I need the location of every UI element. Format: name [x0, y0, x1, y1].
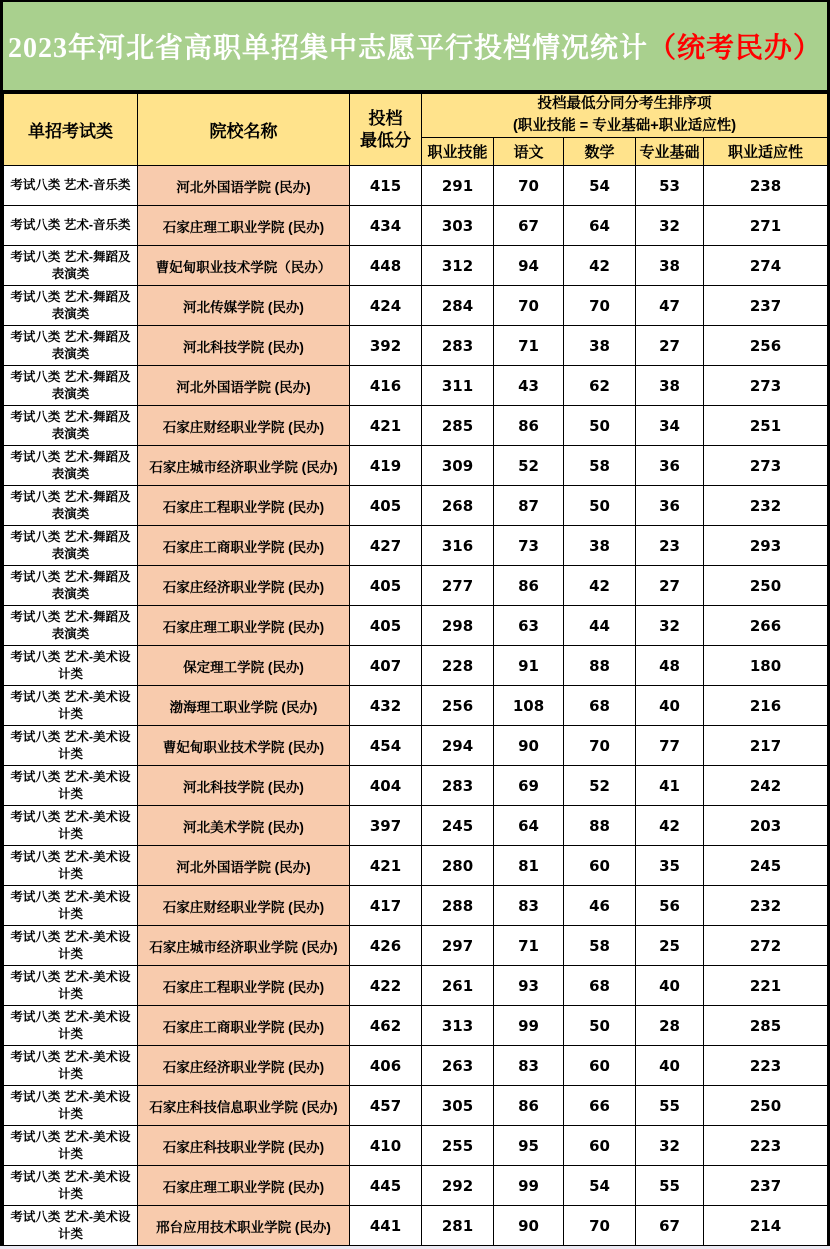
professional-basis-score-cell: 77 [636, 726, 704, 766]
math-score-cell: 60 [564, 846, 636, 886]
professional-basis-score-cell: 55 [636, 1166, 704, 1206]
professional-basis-score-cell: 40 [636, 686, 704, 726]
exam-category-cell: 考试八类 艺术-美术设计类 [4, 966, 138, 1006]
table-row [4, 926, 828, 966]
table-row [4, 806, 828, 846]
math-score-cell: 88 [564, 646, 636, 686]
col-header-min-score [350, 94, 422, 166]
college-name-cell: 石家庄理工职业学院 (民办) [138, 606, 350, 646]
chinese-score-cell: 94 [494, 246, 564, 286]
college-name-cell: 曹妃甸职业技术学院（民办） [138, 246, 350, 286]
min-score-cell: 454 [350, 726, 422, 766]
table-row [4, 646, 828, 686]
vocational-aptitude-score-cell: 245 [704, 846, 828, 886]
professional-basis-score-cell: 40 [636, 1046, 704, 1086]
college-name-cell: 河北外国语学院 (民办) [138, 166, 350, 206]
chinese-score-cell: 91 [494, 646, 564, 686]
table-row [4, 406, 828, 446]
vocational-skill-score-cell: 255 [422, 1126, 494, 1166]
chinese-score-cell: 108 [494, 686, 564, 726]
chinese-score-cell: 64 [494, 806, 564, 846]
vocational-aptitude-score-cell: 250 [704, 1086, 828, 1126]
math-score-cell: 50 [564, 486, 636, 526]
college-name-cell: 河北美术学院 (民办) [138, 806, 350, 846]
exam-category-cell: 考试八类 艺术-美术设计类 [4, 886, 138, 926]
exam-category-cell: 考试八类 艺术-美术设计类 [4, 1006, 138, 1046]
professional-basis-score-cell: 38 [636, 246, 704, 286]
table-row [4, 686, 828, 726]
table-row [4, 606, 828, 646]
min-score-cell: 419 [350, 446, 422, 486]
table-row [4, 486, 828, 526]
table-row [4, 726, 828, 766]
college-name-cell: 河北科技学院 (民办) [138, 766, 350, 806]
vocational-aptitude-score-cell: 238 [704, 166, 828, 206]
college-name-cell: 石家庄工程职业学院 (民办) [138, 486, 350, 526]
college-name-cell: 石家庄经济职业学院 (民办) [138, 1046, 350, 1086]
math-score-cell: 88 [564, 806, 636, 846]
math-score-cell: 50 [564, 1006, 636, 1046]
tiebreak-group-line1: 投档最低分同分考生排序项 [537, 96, 712, 113]
vocational-aptitude-score-cell: 273 [704, 366, 828, 406]
college-name-cell: 石家庄城市经济职业学院 (民办) [138, 446, 350, 486]
vocational-aptitude-score-cell: 216 [704, 686, 828, 726]
college-name-cell: 河北外国语学院 (民办) [138, 366, 350, 406]
col-header-min-score-line1: 投档 [368, 109, 403, 129]
exam-category-cell: 考试八类 艺术-舞蹈及表演类 [4, 286, 138, 326]
vocational-skill-score-cell: 297 [422, 926, 494, 966]
chinese-score-cell: 93 [494, 966, 564, 1006]
col-header-math: 数学 [564, 138, 636, 166]
min-score-cell: 407 [350, 646, 422, 686]
vocational-skill-score-cell: 283 [422, 326, 494, 366]
vocational-skill-score-cell: 281 [422, 1206, 494, 1246]
exam-category-cell: 考试八类 艺术-美术设计类 [4, 1126, 138, 1166]
header-row-main [4, 94, 828, 138]
min-score-cell: 457 [350, 1086, 422, 1126]
college-name-cell: 保定理工学院 (民办) [138, 646, 350, 686]
vocational-skill-score-cell: 285 [422, 406, 494, 446]
tiebreak-group-line2: (职业技能 = 专业基础+职业适应性) [512, 117, 737, 134]
math-score-cell: 70 [564, 286, 636, 326]
table-row [4, 1086, 828, 1126]
vocational-aptitude-score-cell: 273 [704, 446, 828, 486]
min-score-cell: 405 [350, 486, 422, 526]
table-header [4, 94, 828, 166]
chinese-score-cell: 73 [494, 526, 564, 566]
college-name-cell: 石家庄经济职业学院 (民办) [138, 566, 350, 606]
chinese-score-cell: 52 [494, 446, 564, 486]
vocational-aptitude-score-cell: 237 [704, 286, 828, 326]
min-score-cell: 426 [350, 926, 422, 966]
col-header-professional-basis: 专业基础 [636, 138, 704, 166]
min-score-cell: 397 [350, 806, 422, 846]
math-score-cell: 70 [564, 726, 636, 766]
exam-category-cell: 考试八类 艺术-美术设计类 [4, 646, 138, 686]
vocational-aptitude-score-cell: 256 [704, 326, 828, 366]
math-score-cell: 54 [564, 1166, 636, 1206]
vocational-skill-score-cell: 277 [422, 566, 494, 606]
math-score-cell: 60 [564, 1126, 636, 1166]
college-name-cell: 河北传媒学院 (民办) [138, 286, 350, 326]
table-row [4, 326, 828, 366]
math-score-cell: 58 [564, 926, 636, 966]
min-score-cell: 405 [350, 566, 422, 606]
exam-category-cell: 考试八类 艺术-音乐类 [4, 166, 138, 206]
col-header-tiebreak-group [422, 94, 828, 138]
vocational-aptitude-score-cell: 251 [704, 406, 828, 446]
vocational-skill-score-cell: 311 [422, 366, 494, 406]
page-title [8, 26, 822, 66]
vocational-skill-score-cell: 283 [422, 766, 494, 806]
vocational-skill-score-cell: 268 [422, 486, 494, 526]
vocational-skill-score-cell: 228 [422, 646, 494, 686]
college-name-cell: 渤海理工职业学院 (民办) [138, 686, 350, 726]
table-row [4, 206, 828, 246]
exam-category-cell: 考试八类 艺术-美术设计类 [4, 766, 138, 806]
vocational-aptitude-score-cell: 237 [704, 1166, 828, 1206]
exam-category-cell: 考试八类 艺术-舞蹈及表演类 [4, 366, 138, 406]
exam-category-cell: 考试八类 艺术-音乐类 [4, 206, 138, 246]
math-score-cell: 68 [564, 686, 636, 726]
math-score-cell: 62 [564, 366, 636, 406]
table-row [4, 446, 828, 486]
vocational-aptitude-score-cell: 232 [704, 486, 828, 526]
vocational-aptitude-score-cell: 271 [704, 206, 828, 246]
math-score-cell: 44 [564, 606, 636, 646]
vocational-skill-score-cell: 316 [422, 526, 494, 566]
math-score-cell: 38 [564, 326, 636, 366]
min-score-cell: 422 [350, 966, 422, 1006]
professional-basis-score-cell: 32 [636, 206, 704, 246]
exam-category-cell: 考试八类 艺术-美术设计类 [4, 1206, 138, 1246]
professional-basis-score-cell: 32 [636, 1126, 704, 1166]
vocational-skill-score-cell: 245 [422, 806, 494, 846]
professional-basis-score-cell: 28 [636, 1006, 704, 1046]
vocational-aptitude-score-cell: 232 [704, 886, 828, 926]
table-row [4, 1166, 828, 1206]
min-score-cell: 421 [350, 406, 422, 446]
professional-basis-score-cell: 27 [636, 326, 704, 366]
title-banner [3, 0, 827, 93]
college-name-cell: 石家庄科技职业学院 (民办) [138, 1126, 350, 1166]
min-score-cell: 417 [350, 886, 422, 926]
vocational-aptitude-score-cell: 250 [704, 566, 828, 606]
title-highlight-text: （统考民办） [648, 33, 823, 64]
math-score-cell: 38 [564, 526, 636, 566]
vocational-aptitude-score-cell: 274 [704, 246, 828, 286]
vocational-skill-score-cell: 305 [422, 1086, 494, 1126]
exam-category-cell: 考试八类 艺术-美术设计类 [4, 686, 138, 726]
admission-stats-table [3, 93, 828, 1246]
exam-category-cell: 考试八类 艺术-舞蹈及表演类 [4, 446, 138, 486]
chinese-score-cell: 90 [494, 1206, 564, 1246]
chinese-score-cell: 69 [494, 766, 564, 806]
professional-basis-score-cell: 53 [636, 166, 704, 206]
college-name-cell: 石家庄工程职业学院 (民办) [138, 966, 350, 1006]
min-score-cell: 410 [350, 1126, 422, 1166]
min-score-cell: 441 [350, 1206, 422, 1246]
professional-basis-score-cell: 55 [636, 1086, 704, 1126]
title-main-text: 2023年河北省高职单招集中志愿平行投档情况统计 [7, 33, 648, 64]
chinese-score-cell: 70 [494, 286, 564, 326]
exam-category-cell: 考试八类 艺术-舞蹈及表演类 [4, 406, 138, 446]
college-name-cell: 石家庄科技信息职业学院 (民办) [138, 1086, 350, 1126]
min-score-cell: 424 [350, 286, 422, 326]
exam-category-cell: 考试八类 艺术-美术设计类 [4, 846, 138, 886]
vocational-skill-score-cell: 312 [422, 246, 494, 286]
vocational-skill-score-cell: 309 [422, 446, 494, 486]
professional-basis-score-cell: 32 [636, 606, 704, 646]
college-name-cell: 石家庄工商职业学院 (民办) [138, 1006, 350, 1046]
exam-category-cell: 考试八类 艺术-美术设计类 [4, 926, 138, 966]
exam-category-cell: 考试八类 艺术-舞蹈及表演类 [4, 486, 138, 526]
professional-basis-score-cell: 36 [636, 486, 704, 526]
exam-category-cell: 考试八类 艺术-舞蹈及表演类 [4, 606, 138, 646]
vocational-skill-score-cell: 288 [422, 886, 494, 926]
vocational-skill-score-cell: 261 [422, 966, 494, 1006]
vocational-aptitude-score-cell: 214 [704, 1206, 828, 1246]
exam-category-cell: 考试八类 艺术-舞蹈及表演类 [4, 246, 138, 286]
college-name-cell: 邢台应用技术职业学院 (民办) [138, 1206, 350, 1246]
table-row [4, 246, 828, 286]
table-row [4, 526, 828, 566]
table-row [4, 766, 828, 806]
vocational-aptitude-score-cell: 242 [704, 766, 828, 806]
min-score-cell: 405 [350, 606, 422, 646]
exam-category-cell: 考试八类 艺术-美术设计类 [4, 1046, 138, 1086]
college-name-cell: 石家庄城市经济职业学院 (民办) [138, 926, 350, 966]
col-header-vocational-aptitude: 职业适应性 [704, 138, 828, 166]
vocational-aptitude-score-cell: 285 [704, 1006, 828, 1046]
professional-basis-score-cell: 27 [636, 566, 704, 606]
math-score-cell: 50 [564, 406, 636, 446]
professional-basis-score-cell: 38 [636, 366, 704, 406]
table-row [4, 566, 828, 606]
table-row [4, 886, 828, 926]
professional-basis-score-cell: 42 [636, 806, 704, 846]
professional-basis-score-cell: 41 [636, 766, 704, 806]
math-score-cell: 46 [564, 886, 636, 926]
professional-basis-score-cell: 35 [636, 846, 704, 886]
min-score-cell: 404 [350, 766, 422, 806]
table-row [4, 966, 828, 1006]
exam-category-cell: 考试八类 艺术-舞蹈及表演类 [4, 326, 138, 366]
vocational-skill-score-cell: 263 [422, 1046, 494, 1086]
chinese-score-cell: 83 [494, 886, 564, 926]
professional-basis-score-cell: 23 [636, 526, 704, 566]
vocational-skill-score-cell: 291 [422, 166, 494, 206]
min-score-cell: 434 [350, 206, 422, 246]
exam-category-cell: 考试八类 艺术-美术设计类 [4, 726, 138, 766]
college-name-cell: 石家庄理工职业学院 (民办) [138, 1166, 350, 1206]
min-score-cell: 406 [350, 1046, 422, 1086]
vocational-aptitude-score-cell: 266 [704, 606, 828, 646]
professional-basis-score-cell: 36 [636, 446, 704, 486]
vocational-skill-score-cell: 280 [422, 846, 494, 886]
table-row [4, 166, 828, 206]
table-row [4, 366, 828, 406]
vocational-skill-score-cell: 292 [422, 1166, 494, 1206]
min-score-cell: 392 [350, 326, 422, 366]
exam-category-cell: 考试八类 艺术-美术设计类 [4, 1086, 138, 1126]
chinese-score-cell: 71 [494, 926, 564, 966]
chinese-score-cell: 86 [494, 566, 564, 606]
college-name-cell: 河北科技学院 (民办) [138, 326, 350, 366]
vocational-skill-score-cell: 303 [422, 206, 494, 246]
vocational-skill-score-cell: 284 [422, 286, 494, 326]
math-score-cell: 68 [564, 966, 636, 1006]
min-score-cell: 415 [350, 166, 422, 206]
professional-basis-score-cell: 67 [636, 1206, 704, 1246]
vocational-skill-score-cell: 256 [422, 686, 494, 726]
chinese-score-cell: 71 [494, 326, 564, 366]
chinese-score-cell: 83 [494, 1046, 564, 1086]
table-row [4, 1006, 828, 1046]
col-header-chinese: 语文 [494, 138, 564, 166]
chinese-score-cell: 70 [494, 166, 564, 206]
vocational-aptitude-score-cell: 180 [704, 646, 828, 686]
col-header-vocational-skill: 职业技能 [422, 138, 494, 166]
math-score-cell: 60 [564, 1046, 636, 1086]
table-row [4, 846, 828, 886]
min-score-cell: 416 [350, 366, 422, 406]
min-score-cell: 448 [350, 246, 422, 286]
vocational-aptitude-score-cell: 223 [704, 1046, 828, 1086]
professional-basis-score-cell: 25 [636, 926, 704, 966]
exam-category-cell: 考试八类 艺术-美术设计类 [4, 1166, 138, 1206]
table-row [4, 1206, 828, 1246]
chinese-score-cell: 99 [494, 1006, 564, 1046]
professional-basis-score-cell: 34 [636, 406, 704, 446]
min-score-cell: 432 [350, 686, 422, 726]
chinese-score-cell: 43 [494, 366, 564, 406]
chinese-score-cell: 67 [494, 206, 564, 246]
vocational-aptitude-score-cell: 217 [704, 726, 828, 766]
table-row [4, 286, 828, 326]
chinese-score-cell: 63 [494, 606, 564, 646]
college-name-cell: 石家庄财经职业学院 (民办) [138, 886, 350, 926]
vocational-aptitude-score-cell: 203 [704, 806, 828, 846]
college-name-cell: 石家庄理工职业学院 (民办) [138, 206, 350, 246]
table-body [4, 166, 828, 1246]
chinese-score-cell: 86 [494, 406, 564, 446]
table-row [4, 1046, 828, 1086]
vocational-skill-score-cell: 313 [422, 1006, 494, 1046]
exam-category-cell: 考试八类 艺术-美术设计类 [4, 806, 138, 846]
min-score-cell: 445 [350, 1166, 422, 1206]
chinese-score-cell: 86 [494, 1086, 564, 1126]
chinese-score-cell: 87 [494, 486, 564, 526]
col-header-min-score-line2: 最低分 [360, 130, 411, 150]
chinese-score-cell: 90 [494, 726, 564, 766]
exam-category-cell: 考试八类 艺术-舞蹈及表演类 [4, 526, 138, 566]
college-name-cell: 石家庄财经职业学院 (民办) [138, 406, 350, 446]
min-score-cell: 462 [350, 1006, 422, 1046]
math-score-cell: 42 [564, 566, 636, 606]
chinese-score-cell: 81 [494, 846, 564, 886]
math-score-cell: 66 [564, 1086, 636, 1126]
math-score-cell: 54 [564, 166, 636, 206]
professional-basis-score-cell: 56 [636, 886, 704, 926]
col-header-exam-category: 单招考试类 [4, 94, 138, 166]
college-name-cell: 河北外国语学院 (民办) [138, 846, 350, 886]
min-score-cell: 421 [350, 846, 422, 886]
vocational-skill-score-cell: 298 [422, 606, 494, 646]
exam-category-cell: 考试八类 艺术-舞蹈及表演类 [4, 566, 138, 606]
chinese-score-cell: 99 [494, 1166, 564, 1206]
math-score-cell: 42 [564, 246, 636, 286]
professional-basis-score-cell: 48 [636, 646, 704, 686]
college-name-cell: 曹妃甸职业技术学院 (民办) [138, 726, 350, 766]
col-header-college-name: 院校名称 [138, 94, 350, 166]
math-score-cell: 70 [564, 1206, 636, 1246]
math-score-cell: 52 [564, 766, 636, 806]
vocational-skill-score-cell: 294 [422, 726, 494, 766]
math-score-cell: 64 [564, 206, 636, 246]
table-row [4, 1126, 828, 1166]
chinese-score-cell: 95 [494, 1126, 564, 1166]
college-name-cell: 石家庄工商职业学院 (民办) [138, 526, 350, 566]
vocational-aptitude-score-cell: 221 [704, 966, 828, 1006]
professional-basis-score-cell: 40 [636, 966, 704, 1006]
vocational-aptitude-score-cell: 272 [704, 926, 828, 966]
min-score-cell: 427 [350, 526, 422, 566]
vocational-aptitude-score-cell: 223 [704, 1126, 828, 1166]
professional-basis-score-cell: 47 [636, 286, 704, 326]
math-score-cell: 58 [564, 446, 636, 486]
vocational-aptitude-score-cell: 293 [704, 526, 828, 566]
